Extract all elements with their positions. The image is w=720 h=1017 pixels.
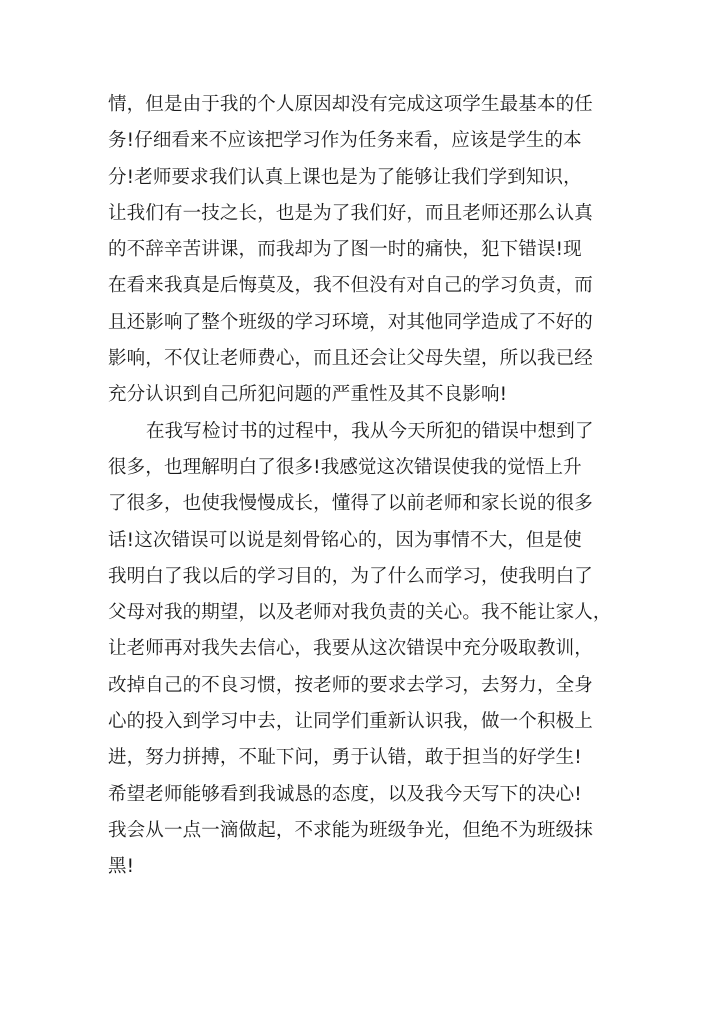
text-line: 话!这次错误可以说是刻骨铭心的，因为事情不大，但是使 <box>108 529 582 551</box>
text-line: 进，努力拼搏，不耻下问，勇于认错，敢于担当的好学生! <box>108 747 582 769</box>
text-line: 父母对我的期望，以及老师对我负责的关心。我不能让家人， <box>108 602 612 624</box>
text-line: 让老师再对我失去信心，我要从这次错误中充分吸取教训， <box>108 638 593 660</box>
text-line: 我明白了我以后的学习目的，为了什么而学习，使我明白了 <box>108 565 593 587</box>
text-line: 很多，也理解明白了很多!我感觉这次错误使我的觉悟上升 <box>108 456 582 478</box>
document-body <box>108 87 613 886</box>
text-line: 务!仔细看来不应该把学习作为任务来看，应该是学生的本 <box>108 130 582 152</box>
text-line: 了很多，也使我慢慢成长，懂得了以前老师和家长说的很多 <box>108 493 593 515</box>
text-line: 情，但是由于我的个人原因却没有完成这项学生最基本的任 <box>108 94 593 115</box>
text-line: 心的投入到学习中去，让同学们重新认识我，做一个积极上 <box>108 711 593 733</box>
text-line: 充分认识到自己所犯问题的严重性及其不良影响! <box>108 384 508 406</box>
text-line: 的不辞辛苦讲课，而我却为了图一时的痛快，犯下错误!现 <box>108 239 582 261</box>
text-line: 且还影响了整个班级的学习环境，对其他同学造成了不好的 <box>108 311 593 333</box>
text-line: 分!老师要求我们认真上课也是为了能够让我们学到知识， <box>108 166 582 188</box>
paragraph-first-line: 在我写检讨书的过程中，我从今天所犯的错误中想到了 <box>146 420 594 442</box>
text-line: 让我们有一技之长，也是为了我们好，而且老师还那么认真 <box>108 202 593 224</box>
text-line: 希望老师能够看到我诚恳的态度，以及我今天写下的决心! <box>108 783 582 805</box>
text-line: 影响，不仅让老师费心，而且还会让父母失望，所以我已经 <box>108 348 593 370</box>
text-line: 黑! <box>108 856 135 878</box>
text-line: 我会从一点一滴做起，不求能为班级争光，但绝不为班级抹 <box>108 819 593 841</box>
text-line: 在看来我真是后悔莫及，我不但没有对自己的学习负责，而 <box>108 275 593 297</box>
text-line: 改掉自己的不良习惯，按老师的要求去学习，去努力，全身 <box>108 674 593 696</box>
